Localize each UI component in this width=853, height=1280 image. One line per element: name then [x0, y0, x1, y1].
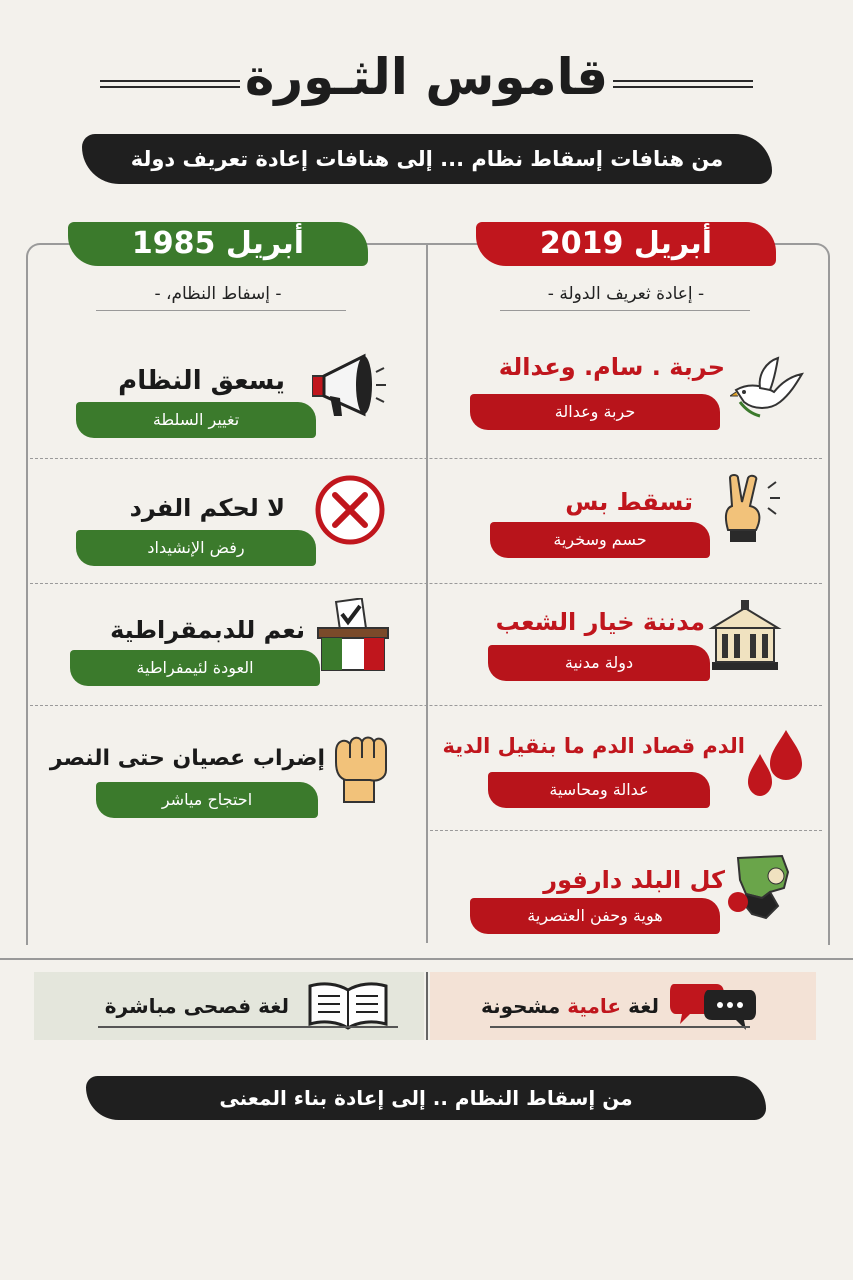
slogan-title: حربة . سام. وعدالة	[498, 353, 725, 381]
footer-banner	[86, 1076, 766, 1120]
subtitle-banner	[82, 134, 772, 184]
speech-bubbles-icon	[668, 976, 758, 1032]
dove-icon	[730, 352, 804, 426]
colloquial-underline	[490, 1026, 750, 1028]
slogan-caption: حسم وسخرية	[490, 522, 710, 558]
government-building-icon	[708, 598, 782, 672]
colloquial-highlight: عامية	[567, 994, 622, 1018]
classical-underline	[98, 1026, 398, 1028]
row-separator	[30, 583, 822, 584]
open-book-icon	[306, 980, 390, 1030]
slogan-title: نعم للدبمقراطية	[110, 616, 305, 644]
slogan-caption: حربة وعدالة	[470, 394, 720, 430]
forbidden-icon	[313, 473, 387, 547]
slogan-caption: هوية وحفن العتصرية	[470, 898, 720, 934]
slogan-caption: عدالة ومحاسية	[488, 772, 710, 808]
colloquial-prefix: لغة	[628, 994, 659, 1018]
title-rule-right	[613, 80, 753, 88]
slogan-title: يسعق النظام	[118, 366, 285, 396]
slogan-title: تسقط بس	[565, 488, 693, 516]
slogan-caption: العودة لئيمفراطية	[70, 650, 320, 686]
slogan-caption: تغيير السلطة	[76, 402, 316, 438]
footer-text: من إسقاط النظام .. إلى إعادة بناء المعنى	[219, 1086, 633, 1110]
blood-drops-icon	[738, 728, 812, 802]
slogan-caption: دولة مدنية	[488, 645, 710, 681]
slogan-caption: رفض الإنشيداد	[76, 530, 316, 566]
column-title-2019: أبريل 2019	[539, 226, 713, 261]
slogan-caption: احتجاح مياشر	[96, 782, 318, 818]
victory-hand-icon	[712, 472, 786, 546]
row-separator	[30, 458, 822, 459]
bottom-rule	[0, 958, 853, 960]
page-title: قاموس الثـورة	[244, 48, 609, 106]
megaphone-icon	[312, 348, 386, 422]
column-title-1985: أبريل 1985	[131, 226, 305, 261]
column-subtitle-2019: - إعادة ثعريف الدولة -	[547, 284, 705, 304]
slogan-title: لا لحكم الفرد	[129, 494, 285, 522]
subtitle-underline-1985	[96, 310, 346, 311]
subtitle-text: من هنافات إسقاط نظام ... إلى هنافات إعادة تعريف دولة	[130, 147, 724, 171]
column-header-1985	[68, 222, 368, 266]
slogan-title: إضراب عصيان حتى النصر	[49, 746, 325, 771]
ballot-box-icon	[316, 598, 390, 672]
row-separator	[430, 830, 822, 831]
colloquial-language-label	[481, 994, 659, 1018]
slogan-title: مدننة خيار الشعب	[495, 608, 705, 636]
row-separator	[30, 705, 822, 706]
raised-fist-icon	[326, 730, 400, 804]
column-divider	[426, 243, 428, 943]
column-header-2019	[476, 222, 776, 266]
bottom-divider	[426, 972, 428, 1040]
title-rule-left	[100, 80, 240, 88]
subtitle-underline-2019	[500, 310, 750, 311]
slogan-title: الدم قصاد الدم ما بنقيل الدية	[442, 734, 745, 758]
column-subtitle-1985: - إسفاط النظام، -	[154, 284, 282, 304]
colloquial-suffix: مشحونة	[480, 994, 561, 1018]
sudan-map-icon	[726, 852, 800, 926]
classical-language-label: لغة فصحى مباشرة	[104, 994, 289, 1018]
comparison-frame	[26, 243, 830, 945]
slogan-title: كل البلد دارفور	[543, 866, 725, 894]
